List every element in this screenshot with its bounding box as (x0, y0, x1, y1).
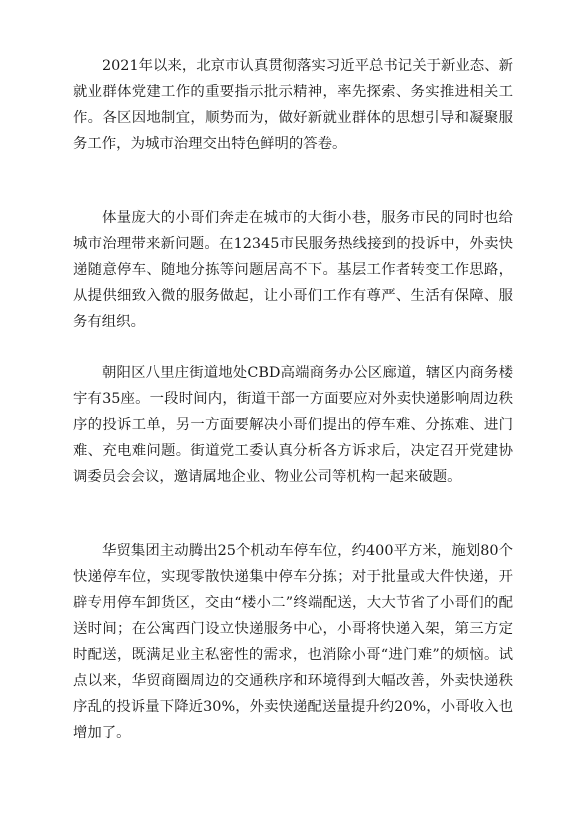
paragraph-2: 体量庞大的小哥们奔走在城市的大街小巷，服务市民的同时也给城市治理带来新问题。在12345市民服务热线接到的投诉中，外卖快递随意停车、随地分拣等问题居高不下。基层工作者转变工作思路，从提供细致入微的服务做起，让小哥们工作有尊严、生活有保障、服务有组织。 (73, 210, 513, 330)
paragraph-3: 朝阳区八里庄街道地处CBD高端商务办公区廊道，辖区内商务楼宇有35座。一段时间内，街道干部一方面要应对外卖快递影响周边秩序的投诉工单，另一方面要解决小哥们提出的停车难、分拣难、进门难、充电难问题。街道党工委认真分析各方诉求后，决定召开党建协调委员会会议，邀请属地企业、物业公司等机构一起来破题。 (73, 365, 513, 485)
paragraph-4: 华贸集团主动腾出25个机动车停车位，约400平方米，施划80个快递停车位，实现零散快递集中停车分拣；对于批量或大件快递，开辟专用停车卸货区，交由“楼小二”终端配送，大大节省了小哥们的配送时间；在公寓西门设立快递服务中心，小哥将快递入架，第三方定时配送，既满足业主私密性的需求，也消除小哥“进门难”的烦恼。试点以来，华贸商圈周边的交通秩序和环境得到大幅改善，外卖快递秩序乱的投诉量下降近30%，外卖快递配送量提升约20%，小哥收入也增加了。 (73, 543, 513, 741)
paragraph-1: 2021年以来，北京市认真贯彻落实习近平总书记关于新业态、新就业群体党建工作的重要指示批示精神，率先探索、务实推进相关工作。各区因地制宜，顺势而为，做好新就业群体的思想引导和凝聚服务工作，为城市治理交出特色鲜明的答卷。 (73, 58, 513, 152)
